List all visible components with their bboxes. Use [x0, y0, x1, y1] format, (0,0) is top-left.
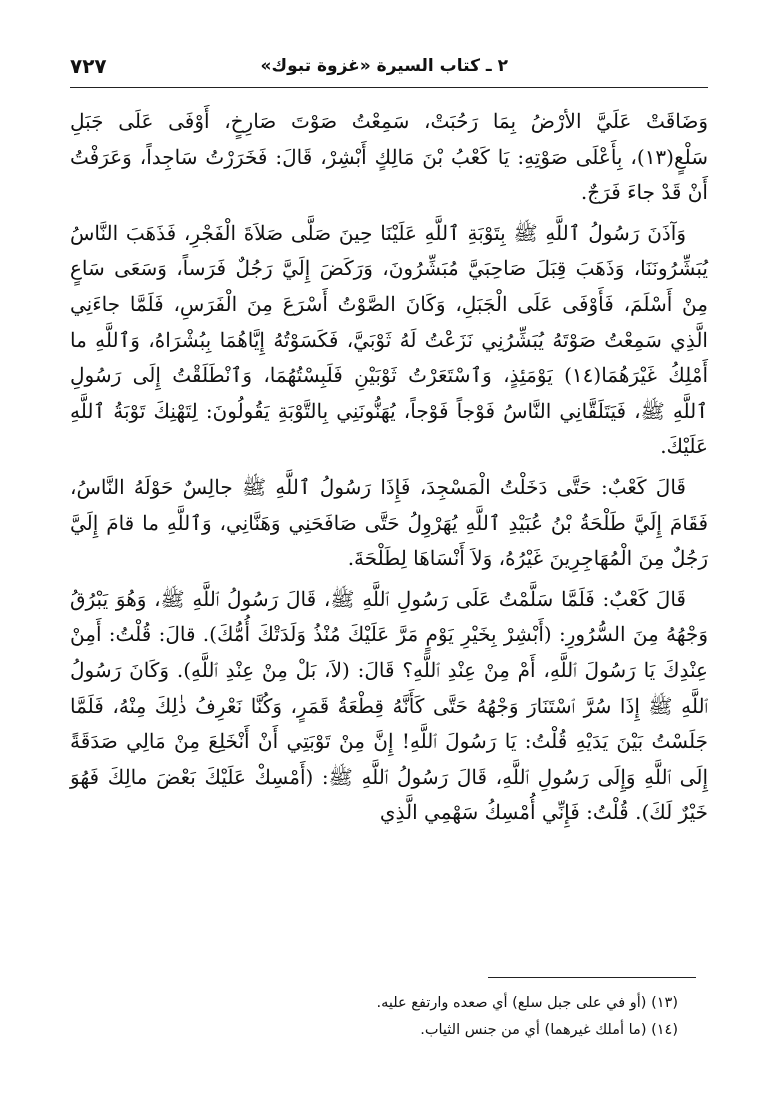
paragraph: وَضَاقَتْ عَلَيَّ الأرْضُ بِمَا رَحُبَتْ، سَمِعْتُ صَوْتَ صَارِخٍ، أَوْفَى عَلَى جَبَلِ سَلْعٍ(١٣)، بِأَعْلَى صَوْتِهِ: يَا كَعْبُ بْنَ مَالِكٍ أَبْشِرْ، قَالَ: فَخَرَرْتُ سَاجِداً، وَعَرَفْتُ أَنْ قَدْ جاءَ فَرَجٌ.: [70, 109, 708, 205]
page-number: ٧٢٧: [70, 54, 107, 78]
running-header: [70, 52, 708, 86]
footnote-rule: [488, 977, 696, 978]
paragraph: قَالَ كَعْبٌ: فَلَمَّا سَلَّمْتُ عَلَى رَسُولِ ٱللَّهِ ﷺ، قَالَ رَسُولُ ٱللَّهِ ﷺ، وَهُوَ يَبْرُقُ وَجْهُهُ مِنَ السُّرُورِ: (أَبْشِرْ بِخَيْرِ يَوْمٍ مَرَّ عَلَيْكَ مُنْذُ وَلَدَتْكَ أُمُّكَ). قالَ: قُلْتُ: أَمِنْ عِنْدِكَ يَا رَسُولَ ٱللَّهِ، أَمْ مِنْ عِنْدِ ٱللَّهِ؟ قَالَ: (لاَ، بَلْ مِنْ عِنْدِ ٱللَّهِ). وَكَانَ رَسُولُ ٱللَّهِ ﷺ إِذَا سُرَّ ٱسْتَنَارَ وَجْهُهُ حَتَّى كَأَنَّهُ قِطْعَةُ قَمَرٍ، وَكُنَّا نَعْرِفُ ذٰلِكَ مِنْهُ، فَلَمَّا جَلَسْتُ بَيْنَ يَدَيْهِ قُلْتُ: يَا رَسُولَ ٱللَّهِ! إِنَّ مِنْ تَوْبَتِي أَنْ أَنْخَلِعَ مِنْ مَالِي صَدَقَةً إِلَى ٱللَّهِ وَإِلَى رَسُولِ ٱللَّهِ، قَالَ رَسُولُ ٱللَّهِ ﷺ: (أَمْسِكْ عَلَيْكَ بَعْضَ مالِكَ فَهُوَ خَيْرٌ لَكَ). قُلْتُ: فَإِنِّي أُمْسِكُ سَهْمِي الَّذِي: [70, 586, 708, 825]
chapter-title: ٢ ـ كتاب السيرة «غزوة تبوك»: [260, 56, 508, 76]
header-rule: [70, 87, 708, 88]
main-text: [70, 104, 708, 836]
footnote: (١٤) (ما أملك غيرهما) أي من جنس الثياب.: [420, 1022, 678, 1038]
paragraph: قَالَ كَعْبٌ: حَتَّى دَخَلْتُ الْمَسْجِدَ، فَإِذَا رَسُولُ ٱللَّهِ ﷺ جالِسٌ حَوْلَهُ النَّاسُ، فَقَامَ إِلَيَّ طَلْحَةُ بْنُ عُبَيْدِ ٱللَّهِ يُهَرْوِلُ حَتَّى صَافَحَنِي وَهَنَّانِي، وَٱللَّهِ ما قامَ إِلَيَّ رَجُلٌ مِنَ الْمُهَاجِرِينَ غَيْرُهُ، وَلاَ أَنْسَاهَا لِطَلْحَةَ.: [70, 474, 708, 571]
paragraph: وَآذَنَ رَسُولُ ٱللَّهِ ﷺ بِتَوْبَةِ ٱللَّهِ عَلَيْنَا حِينَ صَلَّى صَلاَةَ الْفَجْرِ، فَذَهَبَ النَّاسُ يُبَشِّرُونَنَا، وَذَهَبَ قِبَلَ صَاحِبَيَّ مُبَشِّرُونَ، وَرَكَضَ إِلَيَّ رَجُلٌ فَرَساً، وَسَعَى سَاعٍ مِنْ أَسْلَمَ، فَأَوْفَى عَلَى الْجَبَلِ، وَكَانَ الصَّوْتُ أَسْرَعَ مِنَ الْفَرَسِ، فَلَمَّا جاءَنِي الَّذِي سَمِعْتُ صَوْتَهُ يُبَشِّرُنِي نَزَعْتُ لَهُ ثَوْبَيَّ، فَكَسَوْتُهُ إِيَّاهُمَا بِبُشْرَاهُ، وَٱللَّهِ ما أَمْلِكُ غَيْرَهُمَا(١٤) يَوْمَئِذٍ، وَٱسْتَعَرْتُ ثَوْبَيْنِ فَلَبِسْتُهُمَا، وَٱنْطَلَقْتُ إِلَى رَسُولِ ٱللَّهِ ﷺ، فَيَتَلَقَّانِي النَّاسُ فَوْجاً فَوْجاً، يُهَنُّونَنِي بِالتَّوْبَةِ يَقُولُونَ: لِتَهْنِكَ تَوْبَةُ ٱللَّهِ عَلَيْكَ.: [70, 220, 709, 459]
footnotes: [70, 990, 708, 1044]
footnote: (١٣) (أو في على جبل سلع) أي صعده وارتفع عليه.: [376, 995, 678, 1011]
